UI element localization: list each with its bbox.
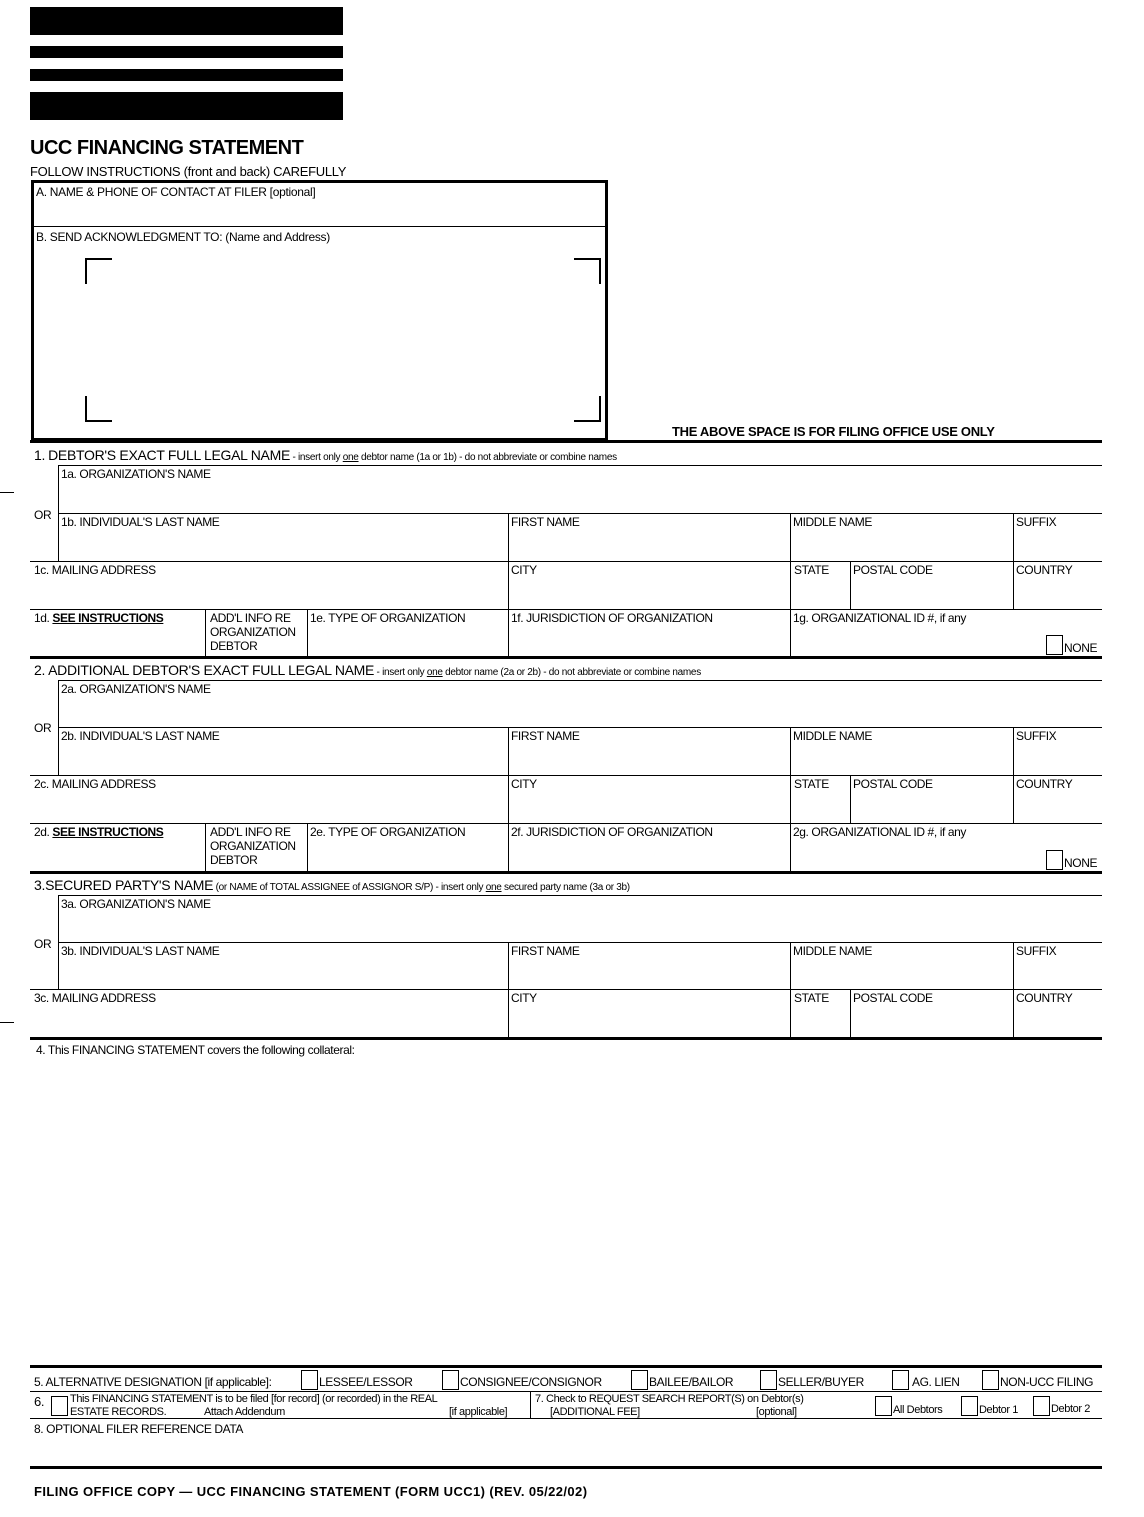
ag-lien-checkbox[interactable]	[892, 1370, 909, 1390]
sec2-country-label: COUNTRY	[1016, 777, 1073, 791]
sec2-type-label: 2e. TYPE OF ORGANIZATION	[310, 825, 466, 839]
lessee-lessor-checkbox[interactable]	[301, 1370, 318, 1390]
all-debtors-checkbox[interactable]	[875, 1396, 892, 1416]
sec2-rule-c	[30, 775, 1102, 776]
bracket-tl	[85, 258, 112, 284]
sec1-d-field	[34, 611, 163, 625]
filer-box-divider	[34, 226, 605, 227]
sec1-note-one: one	[342, 452, 359, 463]
sec1-or-divider	[58, 465, 59, 561]
sec1-or: OR	[34, 508, 52, 522]
debtor-1-checkbox[interactable]	[961, 1396, 978, 1416]
sec3-last-label: 3b. INDIVIDUAL'S LAST NAME	[61, 944, 220, 958]
sec2-id-label: 2g. ORGANIZATIONAL ID #, if any	[793, 825, 966, 839]
consignee-consignor-label: CONSIGNEE/CONSIGNOR	[460, 1375, 602, 1389]
sec2-jur-label: 2f. JURISDICTION OF ORGANIZATION	[511, 825, 713, 839]
sec1-number: 1.	[34, 447, 46, 463]
sec1-jur-label: 1f. JURISDICTION OF ORGANIZATION	[511, 611, 713, 625]
sec2-note-one: one	[426, 667, 443, 678]
sec3-header	[34, 877, 630, 893]
sec1-suffix-label: SUFFIX	[1016, 515, 1057, 529]
sec2-city-label: CITY	[511, 777, 537, 791]
sec1-country-label: COUNTRY	[1016, 563, 1073, 577]
sec5-bottom-rule	[30, 1391, 1102, 1392]
sec3-vline	[1013, 942, 1014, 1037]
sec2-last-label: 2b. INDIVIDUAL'S LAST NAME	[61, 729, 220, 743]
contact-field[interactable]	[36, 200, 598, 224]
sec6-bottom-rule	[30, 1418, 1102, 1419]
form-title: UCC FINANCING STATEMENT	[30, 137, 304, 159]
bailee-bailor-checkbox[interactable]	[631, 1370, 648, 1390]
sec1-see-instructions-link[interactable]: SEE INSTRUCTIONS	[52, 611, 164, 625]
sec2-rule-d	[30, 823, 1102, 824]
sec1-vline	[850, 561, 851, 609]
sec1-title: DEBTOR'S EXACT FULL LEGAL NAME	[48, 447, 290, 463]
sec2-vline	[850, 775, 851, 823]
sec5-top-rule	[30, 1365, 1102, 1368]
debtor-2-checkbox[interactable]	[1033, 1396, 1050, 1416]
sec7-line1: 7. Check to REQUEST SEARCH REPORT(S) on Debtor(s)	[535, 1393, 804, 1405]
sec3-middle-label: MIDDLE NAME	[793, 944, 872, 958]
sec2-org-input[interactable]	[60, 697, 1100, 726]
sec6-number: 6.	[34, 1394, 45, 1409]
sec1-first-label: FIRST NAME	[511, 515, 580, 529]
contact-label: A. NAME & PHONE OF CONTACT AT FILER [optional]	[36, 185, 316, 199]
sec1-state-label: STATE	[794, 563, 829, 577]
seller-buyer-label: SELLER/BUYER	[778, 1375, 864, 1389]
header-bar-1	[30, 7, 343, 35]
sec2-vline	[307, 823, 308, 871]
optional-ref-label: 8. OPTIONAL FILER REFERENCE DATA	[34, 1422, 244, 1436]
sec1-rule-d	[30, 609, 1102, 610]
sec2-or-divider	[58, 680, 59, 775]
sec3-or-divider	[58, 895, 59, 989]
sec1-vline	[205, 609, 206, 656]
alt-designation-label: 5. ALTERNATIVE DESIGNATION [if applicable]:	[34, 1375, 272, 1389]
sec2-rule-a	[58, 680, 1102, 681]
sec1-org-input[interactable]	[60, 482, 1100, 512]
sec1-rule-b	[58, 513, 1102, 514]
sec2-none-checkbox[interactable]	[1046, 850, 1063, 870]
sec1-note-post: debtor name (1a or 1b) - do not abbreviate or combine names	[358, 452, 617, 463]
sec3-country-label: COUNTRY	[1016, 991, 1073, 1005]
sec6-line2c: [if applicable]	[449, 1406, 508, 1418]
sec2-vline	[508, 727, 509, 871]
debtor-1-label: Debtor 1	[979, 1404, 1018, 1416]
sec3-city-label: CITY	[511, 991, 537, 1005]
sec3-title: SECURED PARTY'S NAME	[45, 877, 214, 893]
sec1-org-label: 1a. ORGANIZATION'S NAME	[61, 467, 211, 481]
sec3-rule-c	[30, 989, 1102, 990]
sec2-vline	[205, 823, 206, 871]
bailee-bailor-label: BAILEE/BAILOR	[649, 1375, 734, 1389]
sec1-last-label: 1b. INDIVIDUAL'S LAST NAME	[61, 515, 220, 529]
sec1-note-pre: - insert only	[289, 452, 343, 463]
sec1-vline	[508, 513, 509, 656]
non-ucc-filing-label: NON-UCC FILING	[1000, 1375, 1094, 1389]
optional-ref-input[interactable]	[32, 1437, 1100, 1464]
sec2-number: 2.	[34, 662, 46, 678]
sec1-rule-c	[30, 561, 1102, 562]
sec6-line2b: Attach Addendum	[204, 1406, 285, 1418]
sec3-state-label: STATE	[794, 991, 829, 1005]
sec2-mail-label: 2c. MAILING ADDRESS	[34, 777, 156, 791]
sec6-line1: This FINANCING STATEMENT is to be filed [for record] (or recorded) in the REAL	[70, 1393, 438, 1405]
sec1-addl-2: ORGANIZATION	[210, 625, 296, 639]
sec3-suffix-label: SUFFIX	[1016, 944, 1057, 958]
sec1-id-label: 1g. ORGANIZATIONAL ID #, if any	[793, 611, 966, 625]
header-bar-2	[30, 46, 343, 58]
sec3-vline	[508, 942, 509, 1037]
collateral-field[interactable]	[32, 1060, 1100, 1360]
ag-lien-label: AG. LIEN	[912, 1375, 960, 1389]
bracket-tr	[574, 258, 601, 284]
sec1-none-label: NONE	[1064, 641, 1098, 655]
debtor-2-label: Debtor 2	[1051, 1403, 1090, 1415]
margin-tick-2	[0, 1022, 14, 1023]
sec1-postal-label: POSTAL CODE	[853, 563, 933, 577]
sec1-type-label: 1e. TYPE OF ORGANIZATION	[310, 611, 466, 625]
sec2-state-label: STATE	[794, 777, 829, 791]
sec2-vline	[1013, 727, 1014, 823]
sec3-org-input[interactable]	[60, 912, 1100, 941]
real-estate-checkbox[interactable]	[51, 1396, 68, 1416]
sec2-d-field	[34, 825, 163, 839]
sec2-addl-3: DEBTOR	[210, 853, 258, 867]
sec1-d-num: 1d.	[34, 611, 50, 625]
sec3-rule-a	[58, 895, 1102, 896]
sec1-mail-label: 1c. MAILING ADDRESS	[34, 563, 156, 577]
sec2-rule-b	[58, 727, 1102, 728]
bracket-bl	[85, 396, 112, 422]
sec2-title: ADDITIONAL DEBTOR'S EXACT FULL LEGAL NAME	[48, 662, 375, 678]
sec2-org-label: 2a. ORGANIZATION'S NAME	[61, 682, 211, 696]
margin-tick-1	[0, 492, 14, 493]
sec1-city-label: CITY	[511, 563, 537, 577]
sec3-note-pre: (or NAME of TOTAL ASSIGNEE of ASSIGNOR S/P) - insert only	[213, 882, 486, 893]
sec3-note-one: one	[485, 882, 502, 893]
sec1-addl-1: ADD'L INFO RE	[210, 611, 291, 625]
sec1-bottom-rule	[30, 656, 1102, 659]
sec1-vline	[1013, 513, 1014, 609]
sec3-postal-label: POSTAL CODE	[853, 991, 933, 1005]
sec1-vline	[307, 609, 308, 656]
sec2-middle-label: MIDDLE NAME	[793, 729, 872, 743]
collateral-label: 4. This FINANCING STATEMENT covers the following collateral:	[36, 1043, 355, 1057]
sec2-addl-2: ORGANIZATION	[210, 839, 296, 853]
sec3-note-post: secured party name (3a or 3b)	[501, 882, 630, 893]
sec3-vline	[850, 989, 851, 1037]
sec2-d-num: 2d.	[34, 825, 50, 839]
sec2-or: OR	[34, 721, 52, 735]
sec3-or: OR	[34, 937, 52, 951]
sec2-none-label: NONE	[1064, 856, 1098, 870]
seller-buyer-checkbox[interactable]	[760, 1370, 777, 1390]
sec2-note-pre: - insert only	[374, 667, 427, 678]
sec2-vline	[790, 727, 791, 823]
sec2-vline	[790, 823, 791, 871]
sec2-header	[34, 662, 701, 678]
ack-address-field[interactable]	[86, 258, 600, 420]
sec1-none-checkbox[interactable]	[1046, 635, 1063, 655]
sec3-number: 3.	[34, 877, 46, 893]
sec1-header	[34, 447, 617, 463]
lessee-lessor-label: LESSEE/LESSOR	[319, 1375, 413, 1389]
ack-label: B. SEND ACKNOWLEDGMENT TO: (Name and Address)	[36, 230, 330, 244]
sec6-line2a: ESTATE RECORDS.	[70, 1406, 167, 1418]
sec1-top-rule	[30, 440, 1102, 443]
sec2-postal-label: POSTAL CODE	[853, 777, 933, 791]
bracket-br	[574, 396, 601, 422]
sec2-suffix-label: SUFFIX	[1016, 729, 1057, 743]
sec7-line2a: [ADDITIONAL FEE]	[550, 1406, 640, 1418]
sec7-line2b: [optional]	[756, 1406, 797, 1418]
sec3-org-label: 3a. ORGANIZATION'S NAME	[61, 897, 211, 911]
sec1-middle-label: MIDDLE NAME	[793, 515, 872, 529]
sec1-addl-3: DEBTOR	[210, 639, 258, 653]
sec2-bottom-rule	[30, 871, 1102, 874]
footer-rule	[30, 1466, 1102, 1469]
footer-text: FILING OFFICE COPY — UCC FINANCING STATEMENT (FORM UCC1) (REV. 05/22/02)	[34, 1484, 588, 1499]
sec3-mail-label: 3c. MAILING ADDRESS	[34, 991, 156, 1005]
sec1-vline	[790, 609, 791, 656]
consignee-consignor-checkbox[interactable]	[442, 1370, 459, 1390]
sec3-vline	[790, 942, 791, 1037]
header-bar-3	[30, 69, 343, 81]
sec1-vline	[790, 513, 791, 609]
sec2-see-instructions-link[interactable]: SEE INSTRUCTIONS	[52, 825, 164, 839]
office-use-label: THE ABOVE SPACE IS FOR FILING OFFICE USE ONLY	[672, 424, 995, 439]
sec3-first-label: FIRST NAME	[511, 944, 580, 958]
sec6-7-divider	[530, 1392, 531, 1418]
sec1-rule-a	[58, 465, 1102, 466]
sec2-first-label: FIRST NAME	[511, 729, 580, 743]
all-debtors-label: All Debtors	[893, 1404, 943, 1416]
sec3-rule-b	[58, 942, 1102, 943]
sec3-bottom-rule	[30, 1037, 1102, 1040]
form-subtitle: FOLLOW INSTRUCTIONS (front and back) CAREFULLY	[30, 164, 347, 179]
sec2-note-post: debtor name (2a or 2b) - do not abbreviate or combine names	[442, 667, 701, 678]
non-ucc-filing-checkbox[interactable]	[982, 1370, 999, 1390]
header-bar-4	[30, 92, 343, 120]
sec2-addl-1: ADD'L INFO RE	[210, 825, 291, 839]
